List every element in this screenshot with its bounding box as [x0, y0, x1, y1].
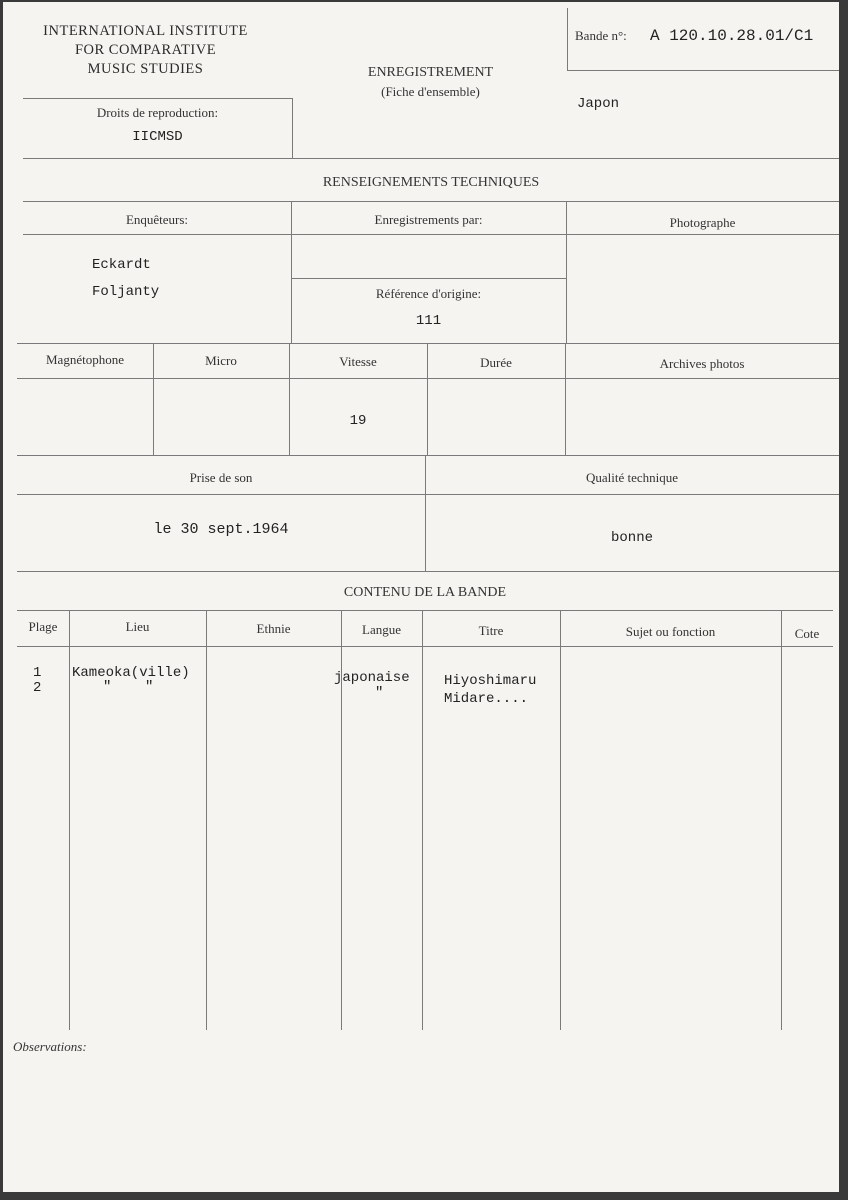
vitesse-value: 19 [349, 413, 367, 429]
qualite-technique-label: Qualité technique [585, 470, 679, 485]
reference-value: 111 [415, 313, 442, 329]
institute-line-2: FOR COMPARATIVE [74, 42, 217, 58]
droits-label: Droits de reproduction: [96, 105, 219, 120]
prise-de-son-value: le 30 sept.1964 [153, 521, 289, 538]
col-plage: Plage [28, 619, 58, 634]
col-lieu: Lieu [125, 619, 150, 634]
duree-label: Durée [480, 355, 512, 370]
observations-label: Observations: [13, 1039, 87, 1054]
col-titre: Titre [478, 623, 504, 638]
enqueteur-name: Eckardt [92, 257, 151, 273]
col-cote: Cote [794, 626, 820, 641]
institute-line-3: MUSIC STUDIES [87, 61, 204, 77]
enregistrement-subtitle: (Fiche d'ensemble) [381, 84, 480, 99]
droits-value: IICMSD [132, 129, 183, 145]
institute-line-1: INTERNATIONAL INSTITUTE [43, 23, 248, 39]
row-titre: Midare.... [444, 691, 529, 707]
row-langue: japonaise [334, 670, 410, 686]
col-ethnie: Ethnie [256, 621, 291, 636]
qualite-technique-value: bonne [610, 530, 653, 546]
enqueteur-name: Foljanty [92, 284, 160, 300]
band-number: A 120.10.28.01/C1 [650, 27, 814, 45]
row-plage: 1 [33, 665, 42, 681]
contenu-heading: CONTENU DE LA BANDE [343, 585, 507, 600]
vitesse-label: Vitesse [339, 354, 377, 369]
enregistrements-par-label: Enregistrements par: [374, 212, 483, 227]
institute-name [18, 22, 273, 79]
tech-heading: RENSEIGNEMENTS TECHNIQUES [322, 175, 540, 190]
archives-photos-label: Archives photos [659, 356, 745, 371]
micro-label: Micro [205, 353, 237, 368]
reference-label: Référence d'origine: [375, 286, 482, 301]
country-value: Japon [577, 96, 620, 112]
row-lieu: Kameoka(ville) [72, 665, 190, 681]
magnetophone-label: Magnétophone [46, 352, 124, 367]
row-lieu: " " [103, 679, 154, 695]
record-card [3, 2, 839, 1192]
col-langue: Langue [362, 622, 401, 637]
band-label: Bande n°: [575, 28, 627, 43]
col-sujet: Sujet ou fonction [625, 624, 716, 639]
row-langue: " [375, 685, 384, 701]
prise-de-son-label: Prise de son [189, 470, 253, 485]
enqueteurs-label: Enquêteurs: [125, 212, 189, 227]
row-titre: Hiyoshimaru [444, 673, 537, 689]
row-plage: 2 [33, 680, 42, 696]
enregistrement-title: ENREGISTREMENT [367, 65, 494, 80]
photographe-label: Photographe [669, 215, 736, 230]
